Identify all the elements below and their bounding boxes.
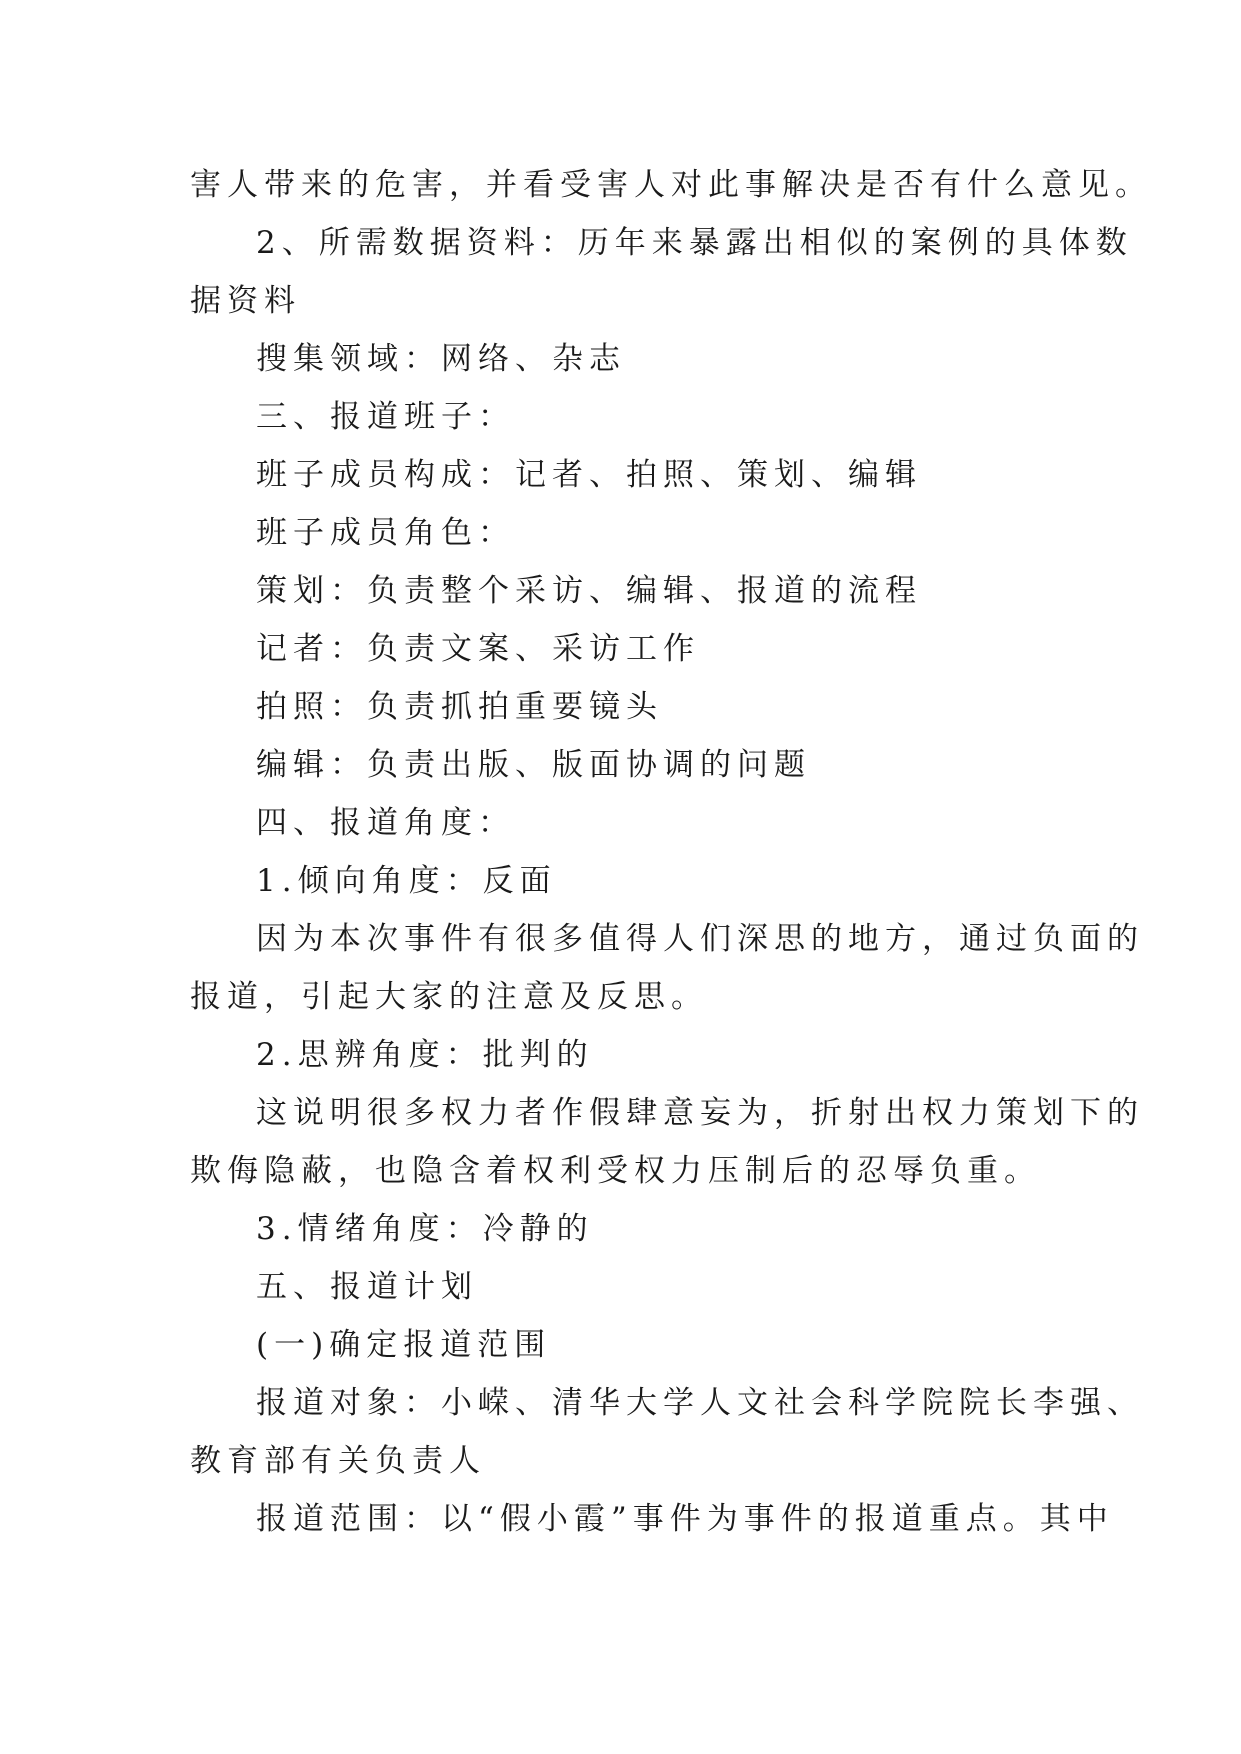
text-line: 教育部有关负责人 — [190, 1443, 486, 1479]
text-line: 1.倾向角度：反面 — [256, 863, 557, 899]
text-line: 报道对象：小嵘、清华大学人文社会科学院院长李强、 — [256, 1385, 1144, 1421]
text-line: 这说明很多权力者作假肆意妄为，折射出权力策划下的 — [256, 1095, 1144, 1131]
text-line: 欺侮隐蔽，也隐含着权利受权力压制后的忍辱负重。 — [190, 1153, 1041, 1189]
text-line: 据资料 — [190, 283, 301, 319]
text-line: 班子成员角色： — [256, 515, 515, 551]
text-line: 三、报道班子： — [256, 399, 515, 435]
text-line: 记者：负责文案、采访工作 — [256, 631, 700, 667]
text-line: 策划：负责整个采访、编辑、报道的流程 — [256, 573, 922, 609]
text-line: 报道，引起大家的注意及反思。 — [190, 979, 708, 1015]
document-body — [190, 156, 1152, 1548]
text-line: 报道范围：以“假小霞”事件为事件的报道重点。其中 — [256, 1501, 1114, 1537]
text-line: 3.情绪角度：冷静的 — [256, 1211, 594, 1247]
text-line: 编辑：负责出版、版面协调的问题 — [256, 747, 811, 783]
text-line: 四、报道角度： — [256, 805, 515, 841]
text-line: 2、所需数据资料：历年来暴露出相似的案例的具体数 — [256, 225, 1133, 261]
text-line: 五、报道计划 — [256, 1269, 478, 1305]
text-line: 害人带来的危害，并看受害人对此事解决是否有什么意见。 — [190, 167, 1152, 203]
text-line: 因为本次事件有很多值得人们深思的地方，通过负面的 — [256, 921, 1144, 957]
text-line: 班子成员构成：记者、拍照、策划、编辑 — [256, 457, 922, 493]
text-line: 拍照：负责抓拍重要镜头 — [256, 689, 663, 725]
text-line: (一)确定报道范围 — [256, 1327, 552, 1363]
text-line: 2.思辨角度：批判的 — [256, 1037, 594, 1073]
text-line: 搜集领域：网络、杂志 — [256, 341, 626, 377]
